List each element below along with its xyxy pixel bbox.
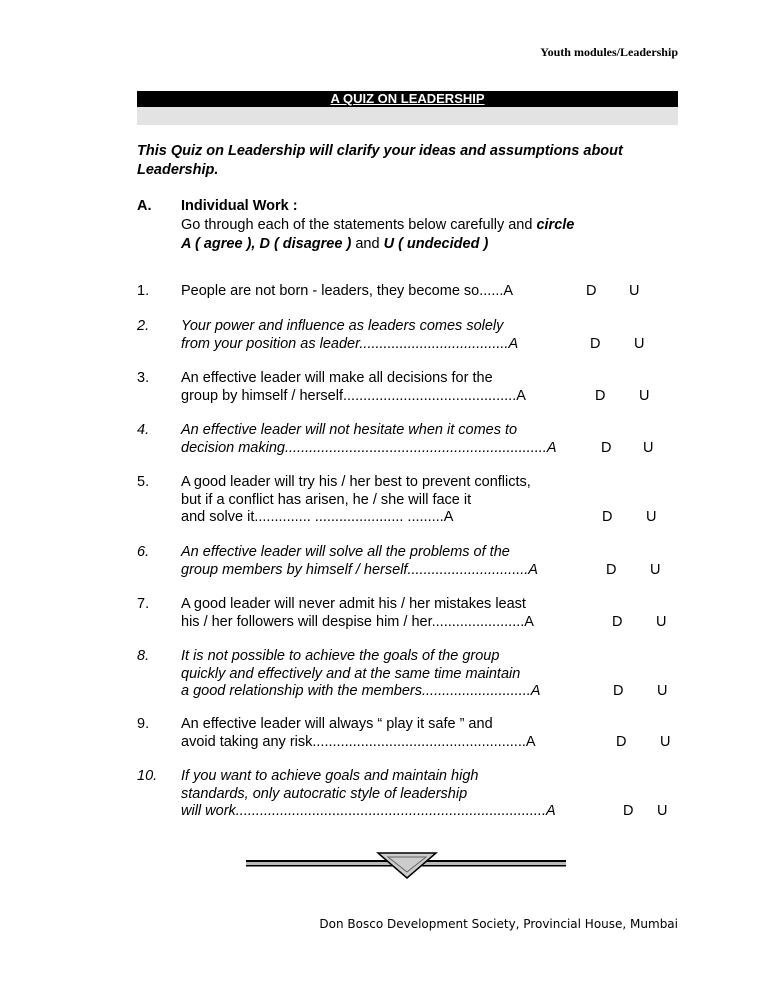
option-u[interactable]: U — [657, 683, 668, 699]
question-line — [181, 318, 681, 336]
question-line — [181, 370, 681, 388]
section-instruction: Go through each of the statements below carefully and circle — [181, 217, 575, 233]
title-shadow — [137, 107, 678, 125]
option-d[interactable]: D — [586, 283, 597, 299]
question-text: standards, only autocratic style of leadership — [181, 785, 468, 802]
option-u[interactable]: U — [634, 335, 645, 352]
option-d[interactable]: D — [613, 683, 624, 699]
question-line — [181, 544, 681, 562]
question-text: group by himself / herself...........................................A — [181, 387, 526, 404]
question-number: 8. — [137, 648, 150, 664]
quiz-title: A QUIZ ON LEADERSHIP — [330, 91, 485, 106]
question-number: 1. — [137, 283, 150, 299]
question-text: from your position as leader.....................................A — [181, 335, 519, 352]
question-line — [181, 683, 681, 701]
question-number: 4. — [137, 422, 150, 438]
question-line — [181, 614, 681, 632]
section-heading: Individual Work : — [181, 198, 298, 214]
question-line — [181, 786, 681, 804]
option-u[interactable]: U — [657, 803, 668, 819]
option-d[interactable]: D — [616, 733, 627, 750]
question-text: group members by himself / herself..............................A — [181, 561, 538, 578]
question-number: 7. — [137, 596, 150, 612]
question-text: A good leader will never admit his / her mistakes least — [181, 596, 526, 612]
question-number: 3. — [137, 370, 150, 386]
question-text: If you want to achieve goals and maintain high — [181, 768, 479, 784]
intro-text: This Quiz on Leadership will clarify your ideas and assumptions about Leadership. — [137, 143, 623, 178]
question-text: and solve it.............. ...................... .........A — [181, 509, 454, 525]
module-header: Youth modules/Leadership — [540, 45, 678, 59]
question-text: People are not born - leaders, they become so......A — [181, 283, 514, 299]
question-line — [181, 596, 681, 614]
question-line — [181, 666, 681, 684]
question-text: Your power and influence as leaders comes solely — [181, 318, 504, 334]
question-number: 10. — [137, 768, 158, 784]
option-d[interactable]: D — [595, 387, 606, 404]
question-line — [181, 474, 681, 492]
section-options-legend — [181, 235, 701, 254]
option-d[interactable]: D — [590, 335, 601, 352]
option-d[interactable]: D — [606, 561, 617, 578]
question-line — [181, 440, 681, 458]
and-word: and — [355, 236, 380, 252]
option-u[interactable]: U — [646, 509, 657, 525]
question-number: 6. — [137, 544, 150, 560]
question-text: It is not possible to achieve the goals of the group — [181, 648, 500, 664]
option-d[interactable]: D — [601, 439, 612, 456]
footer-divider — [246, 850, 566, 880]
option-u[interactable]: U — [656, 613, 667, 630]
question-text: but if a conflict has arisen, he / she will face it — [181, 491, 472, 508]
section-letter: A. — [137, 198, 152, 214]
circle-word: circle — [536, 217, 575, 233]
option-u[interactable]: U — [629, 283, 640, 299]
question-number: 9. — [137, 716, 150, 732]
question-line — [181, 492, 681, 510]
question-text: decision making.................................................................A — [181, 439, 557, 456]
question-text: avoid taking any risk.....................................................A — [181, 733, 536, 750]
option-u[interactable]: U — [639, 387, 650, 404]
question-text: his / her followers will despise him / her.......................A — [181, 613, 534, 630]
question-text: An effective leader will make all decisions for the — [181, 370, 493, 386]
footer-text: Don Bosco Development Society, Provincial House, Mumbai — [319, 917, 678, 931]
question-line — [181, 734, 681, 752]
question-line — [181, 562, 681, 580]
disagree-legend: D ( disagree ) — [259, 236, 352, 252]
question-line — [181, 716, 681, 734]
option-d[interactable]: D — [602, 509, 613, 525]
question-number: 5. — [137, 474, 150, 490]
question-line — [181, 509, 681, 527]
option-u[interactable]: U — [650, 561, 661, 578]
option-u[interactable]: U — [643, 439, 654, 456]
question-line — [181, 388, 681, 406]
question-text: A good leader will try his / her best to prevent conflicts, — [181, 474, 531, 490]
question-text: An effective leader will not hesitate when it comes to — [181, 422, 518, 438]
agree-legend: A ( agree ), — [181, 236, 256, 252]
option-d[interactable]: D — [623, 803, 634, 819]
question-line — [181, 283, 681, 301]
question-text: will work.............................................................................A — [181, 803, 556, 819]
question-number: 2. — [137, 318, 150, 334]
quiz-title-bar — [137, 91, 678, 107]
question-text: quickly and effectively and at the same time maintain — [181, 665, 521, 682]
option-u[interactable]: U — [660, 733, 671, 750]
question-text: a good relationship with the members...........................A — [181, 683, 541, 699]
question-line — [181, 648, 681, 666]
question-line — [181, 422, 681, 440]
undecided-legend: U ( undecided ) — [383, 236, 489, 252]
question-line — [181, 336, 681, 354]
option-d[interactable]: D — [612, 613, 623, 630]
question-text: An effective leader will solve all the problems of the — [181, 544, 510, 560]
question-line — [181, 803, 681, 821]
question-text: An effective leader will always “ play it safe ” and — [181, 716, 493, 732]
question-line — [181, 768, 681, 786]
